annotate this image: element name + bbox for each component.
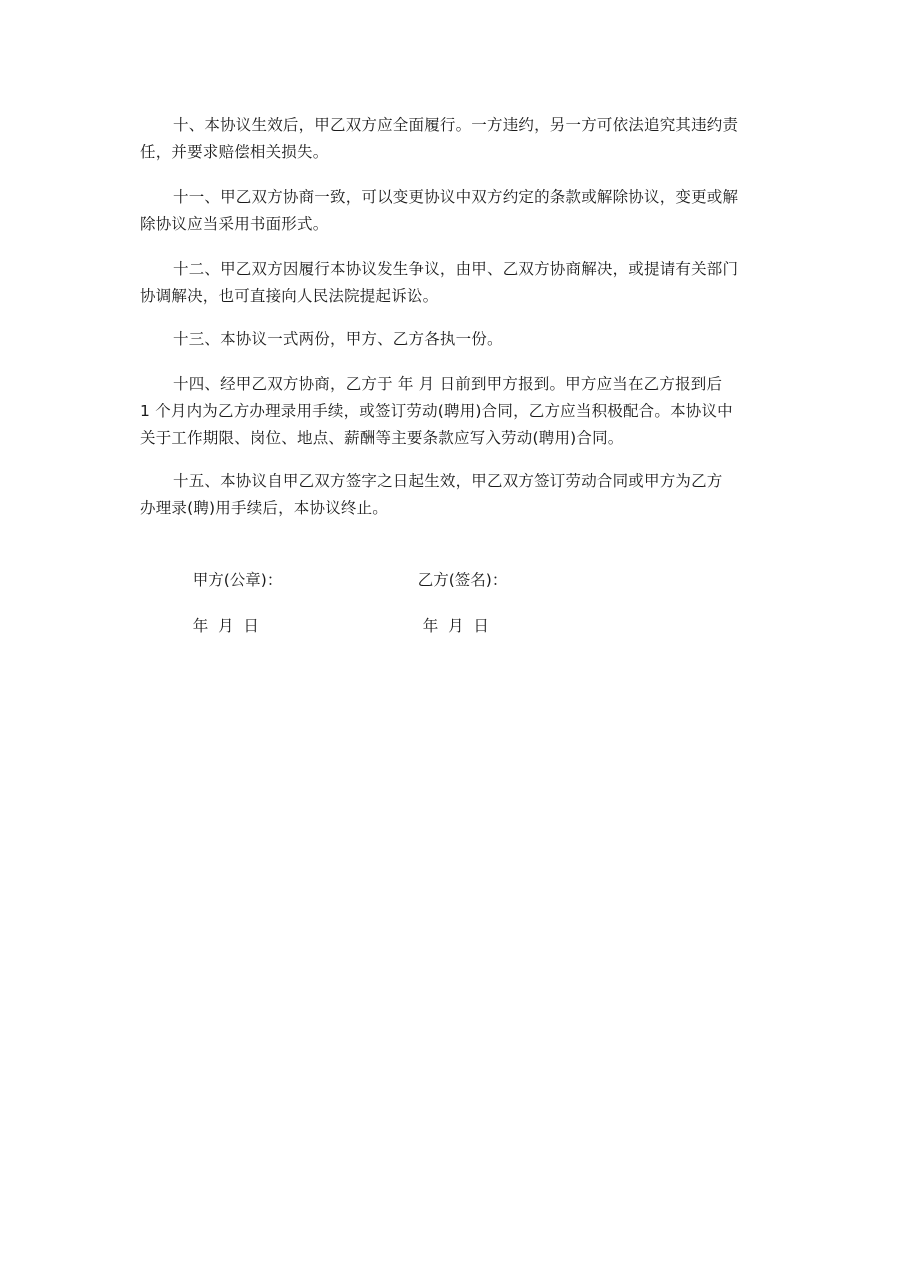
clause-line: 办理录(聘)用手续后，本协议终止。: [140, 499, 388, 517]
party-b-date: 年 月 日: [422, 617, 489, 635]
clause-line: 十五、本协议自甲乙双方签字之日起生效，甲乙双方签订劳动合同或甲方为乙方: [173, 472, 723, 490]
clause-line: 十三、本协议一式两份，甲方、乙方各执一份。: [173, 330, 503, 348]
clause-11: [140, 184, 780, 238]
party-b-date-row: [403, 586, 489, 667]
signature-dates-row: [173, 586, 259, 667]
party-a-seal-label: 甲方(公章)：: [192, 571, 283, 589]
clause-line: 十四、经甲乙双方协商，乙方于 年 月 日前到甲方报到。甲方应当在乙方报到后: [173, 375, 723, 393]
clause-10: [140, 112, 780, 166]
clause-line: 任，并要求赔偿相关损失。: [140, 143, 329, 161]
clause-line: 十一、甲乙双方协商一致，可以变更协议中双方约定的条款或解除协议，变更或解: [173, 188, 739, 206]
clause-line: 十、本协议生效后，甲乙双方应全面履行。一方违约，另一方可依法追究其违约责: [173, 116, 739, 134]
clause-line: 协调解决，也可直接向人民法院提起诉讼。: [140, 287, 439, 305]
clause-12: [140, 256, 780, 310]
clause-line: 关于工作期限、岗位、地点、薪酬等主要条款应写入劳动(聘用)合同。: [140, 429, 624, 447]
party-a-date: 年 月 日: [192, 617, 259, 635]
clause-14: [140, 371, 780, 452]
party-b-signature-label: 乙方(签名)：: [417, 571, 508, 589]
clause-line: 十二、甲乙双方因履行本协议发生争议，由甲、乙双方协商解决，或提请有关部门: [173, 260, 739, 278]
clause-13: [140, 326, 780, 353]
clause-line: 1 个月内为乙方办理录用手续，或签订劳动(聘用)合同，乙方应当积极配合。本协议中: [140, 402, 733, 420]
clause-line: 除协议应当采用书面形式。: [140, 215, 329, 233]
clause-15: [140, 468, 780, 522]
